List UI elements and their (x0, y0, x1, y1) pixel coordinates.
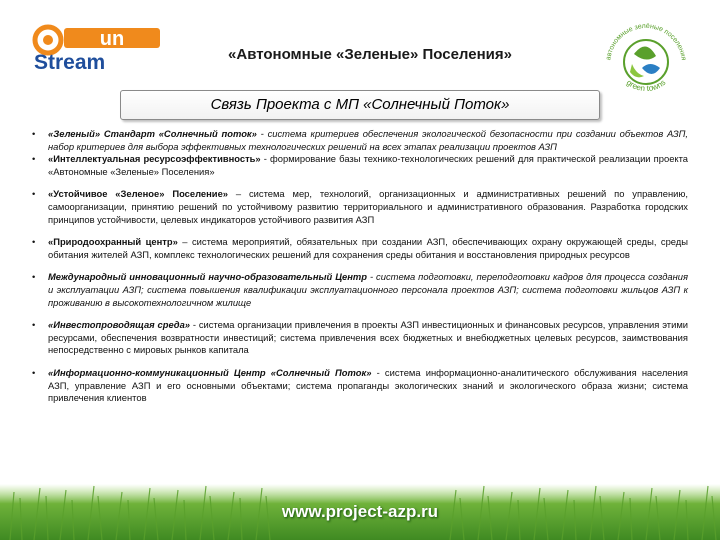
header-title: «Автономные «Зеленые» Поселения» (228, 46, 512, 63)
bullet-marker: • (32, 153, 36, 165)
bullet-marker: • (32, 319, 36, 331)
bullet-marker: • (32, 128, 36, 139)
bullet-term: «Природоохранный центр» (48, 236, 178, 248)
sun-stream-logo (30, 24, 165, 72)
bullet-marker: • (32, 366, 36, 378)
bullet-list (28, 128, 688, 405)
bullet-text: - система критериев обеспечения экологической безопасности при создании объектов АЗП, набор критериев для выбора эффективных технологических решений на всех этапах реализации проектов АЗП (48, 128, 688, 152)
bullet-marker: • (32, 271, 36, 283)
bullet-term: «Инвестопроводящая среда» (48, 319, 191, 331)
bullet-term: «Информационно-коммуникационный Центр «Солнечный Поток» (48, 366, 372, 378)
logo-bottom-text: Stream (34, 51, 106, 72)
bullet-intellectual-efficiency (28, 153, 688, 178)
bullet-term: «Устойчивое «Зеленое» Поселение» (48, 188, 228, 200)
footer-url: www.project-azp.ru (281, 502, 439, 521)
bullet-text: – система мер, технологий, организационных и административных решений по управлению, самоорганизации, принятию решений по устойчивому развитию территориального и административного образования. Разработка городских принципов устойчивости, целевых индикаторов устойчивого развития АЗП (48, 188, 689, 225)
emblem-bottom-text: green towns (624, 77, 668, 94)
bullet-text: - система организации привлечения в проекты АЗП инвестиционных и финансовых ресурсов, управления этими ресурсами, обеспечения возвратности инвестиций; система привлечения всех бюджетных и внебюджетных целевых ресурсов, заимствования непосредственно с мировых рынков капитала (48, 319, 688, 356)
logo-top-text: un (99, 28, 125, 50)
bullet-marker: • (32, 188, 36, 200)
bullet-investment-environment (28, 319, 688, 357)
header (0, 0, 720, 94)
bullet-term: Международный инновационный научно-образовательный Центр (48, 271, 367, 283)
subtitle-box (120, 90, 600, 120)
bullet-text: – система мероприятий, обязательных при создании АЗП, обеспечивающих охрану окружающей среды, среды обитания жителей АЗП, комплекс технологических решений для сохранения среды обитания и восстановления природных ресурсов (48, 236, 689, 260)
bullet-text: - формирование базы технико-технологических решений для практической реализации проекта «Автономные «Зеленые» Поселения» (48, 153, 689, 177)
bullet-sustainable-settlement (28, 188, 688, 226)
green-towns-emblem (590, 14, 702, 100)
bullet-nature-center (28, 236, 688, 261)
bullet-term: «Интеллектуальная ресурсоэффективность» (48, 153, 261, 165)
bullet-text: - система подготовки, переподготовки кадров для процесса создания и эксплуатации АЗП; система повышения квалификации эксплуатационного персонала проектов АЗП; система подготовки жильцов АЗП к проживанию в высокотехнологичном жилище (48, 271, 688, 308)
bullet-info-center (28, 367, 688, 405)
bullet-term: «Зеленый» Стандарт «Солнечный поток» (48, 128, 257, 139)
bullet-education-center (28, 271, 688, 309)
bullet-text: - система информационно-аналитического обслуживания населения АЗП, управление АЗП и его основными объектами; система пропаганды экологических знаний и экологического образа жизни; система привлечения клиентов (48, 366, 688, 404)
bullet-marker: • (32, 236, 36, 248)
emblem-top-text: автономные зелёные поселения (605, 22, 687, 61)
bullet-green-standard (28, 128, 688, 153)
subtitle-text: Связь Проекта с МП «Солнечный Поток» (210, 96, 510, 113)
